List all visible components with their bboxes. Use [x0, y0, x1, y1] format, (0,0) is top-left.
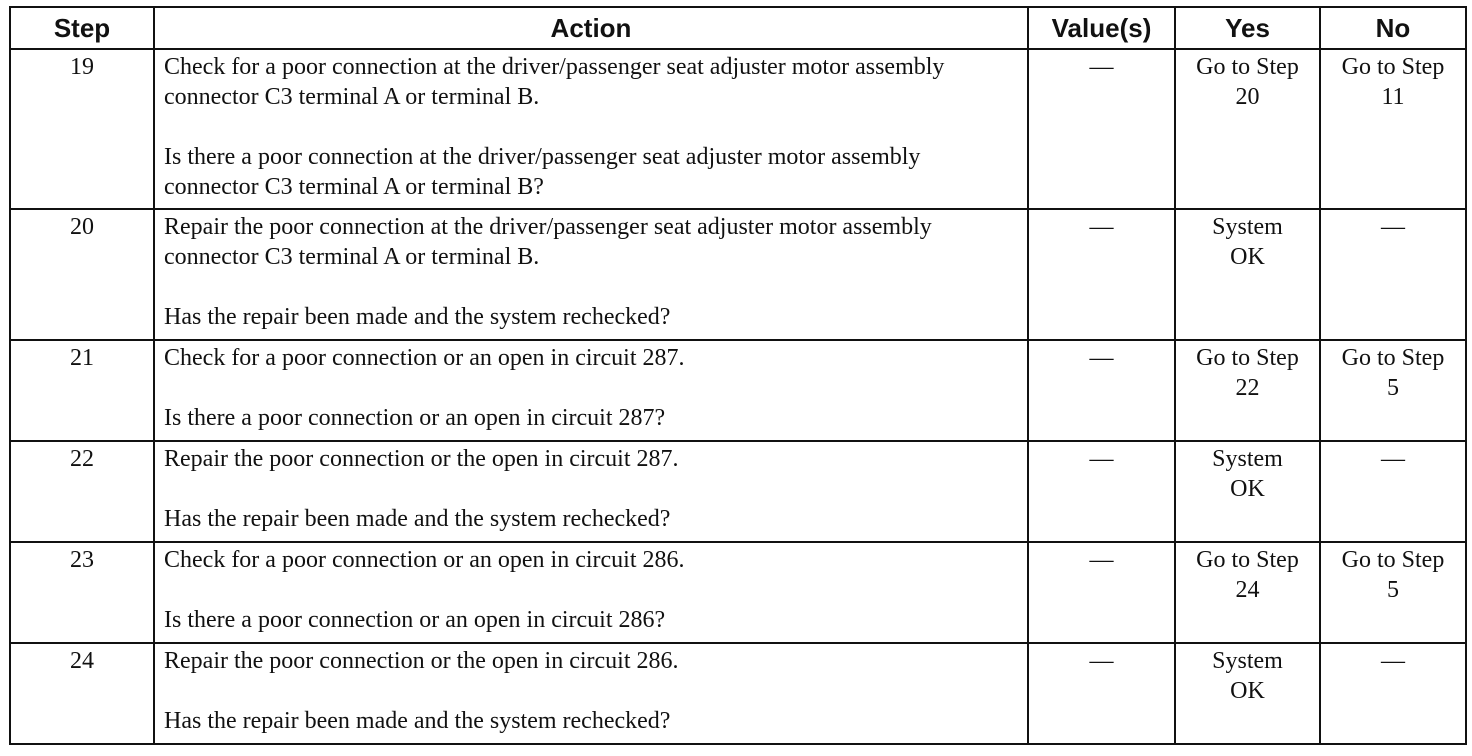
header-row — [10, 7, 1466, 49]
action-instruction: Repair the poor connection or the open in circuit 287. — [164, 446, 679, 472]
table-row — [10, 49, 1466, 209]
table-body — [10, 49, 1466, 744]
values-cell — [1028, 209, 1175, 340]
values-text: — — [1089, 345, 1114, 371]
action-instruction: Check for a poor connection or an open in circuit 287. — [164, 345, 685, 371]
no-cell — [1320, 441, 1466, 542]
table-row — [10, 441, 1466, 542]
table-row — [10, 340, 1466, 441]
diagnostic-table — [9, 6, 1467, 745]
action-cell — [154, 340, 1028, 441]
values-text: — — [1089, 648, 1114, 674]
paragraph-gap — [164, 575, 1017, 605]
action-cell — [154, 542, 1028, 643]
no-text: — — [1381, 648, 1405, 674]
values-cell — [1028, 340, 1175, 441]
yes-cell: System OK — [1175, 209, 1320, 340]
step-cell: 21 — [10, 340, 154, 441]
action-question: Is there a poor connection or an open in circuit 287? — [164, 405, 666, 431]
values-text: — — [1089, 54, 1114, 80]
table-row — [10, 542, 1466, 643]
yes-cell: Go to Step 24 — [1175, 542, 1320, 643]
paragraph-gap — [164, 373, 1017, 403]
table-header — [10, 7, 1466, 49]
values-cell — [1028, 542, 1175, 643]
action-question: Has the repair been made and the system rechecked? — [164, 304, 671, 330]
no-text: — — [1381, 446, 1405, 472]
paragraph-gap — [164, 272, 1017, 302]
no-text: — — [1381, 214, 1405, 240]
no-cell: Go to Step 11 — [1320, 49, 1466, 209]
paragraph-gap — [164, 474, 1017, 504]
table-row — [10, 643, 1466, 744]
action-cell — [154, 49, 1028, 209]
step-cell: 23 — [10, 542, 154, 643]
action-instruction: Check for a poor connection or an open in circuit 286. — [164, 547, 685, 573]
step-cell: 24 — [10, 643, 154, 744]
header-values: Value(s) — [1028, 7, 1175, 49]
step-cell: 20 — [10, 209, 154, 340]
values-cell — [1028, 643, 1175, 744]
action-instruction: Check for a poor connection at the driver/passenger seat adjuster motor assembly connector C3 terminal A or terminal B. — [164, 54, 945, 110]
values-text: — — [1089, 547, 1114, 573]
yes-cell: System OK — [1175, 643, 1320, 744]
step-cell: 19 — [10, 49, 154, 209]
values-cell — [1028, 49, 1175, 209]
no-cell: Go to Step 5 — [1320, 340, 1466, 441]
values-cell — [1028, 441, 1175, 542]
no-cell — [1320, 643, 1466, 744]
yes-cell: Go to Step 22 — [1175, 340, 1320, 441]
values-text: — — [1089, 214, 1114, 240]
no-cell — [1320, 209, 1466, 340]
header-yes: Yes — [1175, 7, 1320, 49]
step-cell: 22 — [10, 441, 154, 542]
header-action: Action — [154, 7, 1028, 49]
action-question: Is there a poor connection at the driver/passenger seat adjuster motor assembly connector C3 terminal A or terminal B? — [164, 144, 921, 200]
action-cell — [154, 643, 1028, 744]
yes-cell: System OK — [1175, 441, 1320, 542]
table-row — [10, 209, 1466, 340]
action-instruction: Repair the poor connection at the driver/passenger seat adjuster motor assembly connector C3 terminal A or terminal B. — [164, 214, 932, 270]
yes-cell: Go to Step 20 — [1175, 49, 1320, 209]
header-no: No — [1320, 7, 1466, 49]
paragraph-gap — [164, 676, 1017, 706]
action-cell — [154, 209, 1028, 340]
values-text: — — [1089, 446, 1114, 472]
action-question: Is there a poor connection or an open in circuit 286? — [164, 607, 666, 633]
action-instruction: Repair the poor connection or the open in circuit 286. — [164, 648, 679, 674]
no-cell: Go to Step 5 — [1320, 542, 1466, 643]
paragraph-gap — [164, 112, 1017, 142]
action-question: Has the repair been made and the system rechecked? — [164, 506, 671, 532]
action-question: Has the repair been made and the system rechecked? — [164, 708, 671, 734]
action-cell — [154, 441, 1028, 542]
header-step: Step — [10, 7, 154, 49]
